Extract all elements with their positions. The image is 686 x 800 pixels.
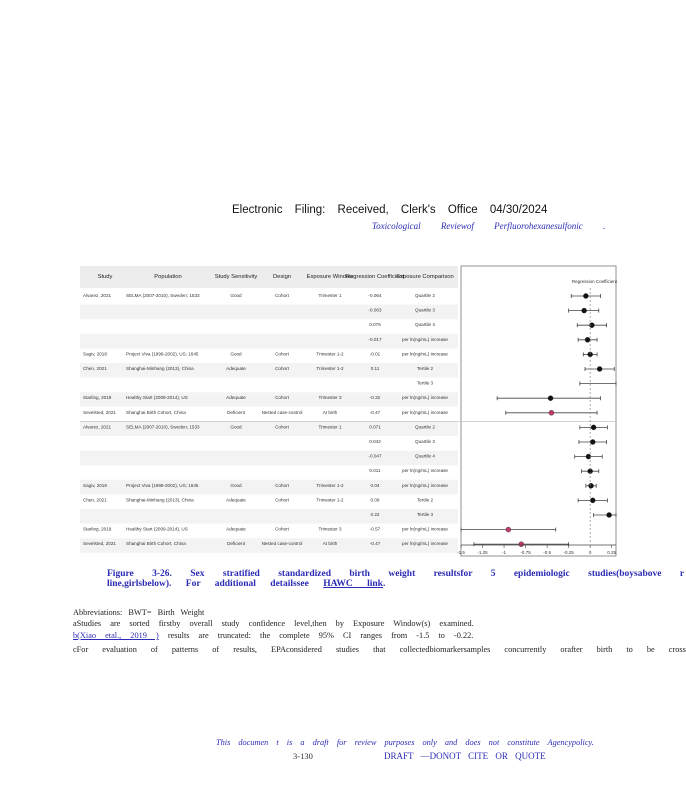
table-cell: per ln(ng/mL) increase — [402, 336, 448, 342]
table-cell: Quartile 4 — [415, 453, 435, 459]
running-title: Toxicological Reviewof Perfluorohexanesulfonic . — [372, 221, 606, 231]
draft-label: DRAFT —DONOT CITE OR QUOTE — [384, 751, 546, 761]
table-cell: Tertile 2 — [416, 366, 434, 371]
table-cell: Tertile 3 — [416, 380, 434, 386]
column-header: Design — [272, 274, 292, 280]
table-cell: per ln(ng/mL) increase — [402, 409, 448, 415]
table-cell: Deficient — [227, 541, 245, 547]
table-cell: Adequate — [226, 526, 246, 532]
row-band — [80, 509, 458, 524]
table-cell: Quartile 3 — [415, 307, 435, 313]
abbreviations-note: Abbreviations: BWT= Birth Weight — [73, 608, 205, 617]
column-header: Regression Coefficient — [345, 274, 405, 280]
point-estimate — [597, 367, 602, 372]
table-cell: Cohort — [275, 526, 289, 532]
forest-plot — [80, 266, 616, 556]
column-header: Population — [154, 274, 182, 280]
caption-line-2-text: line,girlsbelow). For additional detailssee — [107, 579, 324, 589]
table-cell: Healthy Start (2009-2014), US — [126, 526, 188, 532]
table-cell: Trimester 1-2 — [316, 482, 344, 488]
table-cell: Trimester 3 — [318, 526, 342, 532]
table-cell: Sevelsted, 2021 — [83, 541, 116, 547]
point-estimate — [607, 513, 612, 518]
table-cell: Shanghai Birth Cohort, China — [126, 541, 186, 547]
table-cell: Chen, 2021 — [83, 366, 107, 371]
filing-stamp: Electronic Filing: Received, Clerk's Office 04/30/2024 — [232, 204, 548, 216]
point-estimate — [585, 337, 590, 342]
table-cell: 0.076 — [369, 322, 381, 328]
table-cell: Shanghai Birth Cohort, China — [126, 409, 186, 415]
x-tick-label: 0.25 — [607, 550, 617, 555]
point-estimate — [590, 440, 595, 445]
point-estimate — [590, 498, 595, 503]
table-cell: Alvarez, 2021 — [83, 424, 112, 430]
table-cell: Tertile 2 — [416, 497, 434, 503]
footer-disclaimer: This documen t is a draft for review purposes only and does not constitute Agencypolicy. — [216, 738, 594, 747]
column-header: Exposure Window — [306, 274, 354, 280]
table-cell: per ln(ng/mL) increase — [402, 351, 448, 357]
table-cell: Quartile 2 — [415, 293, 435, 298]
table-cell: Starling, 2019 — [83, 526, 112, 532]
table-cell: Trimester 1-2 — [316, 351, 344, 357]
table-cell: 0.071 — [369, 424, 381, 430]
table-cell: Starling, 2019 — [83, 395, 112, 401]
figure-caption — [107, 569, 684, 589]
table-cell: Cohort — [275, 395, 289, 401]
hawc-link[interactable]: HAWC link — [323, 579, 383, 589]
table-cell: 0.011 — [369, 468, 381, 474]
table-cell: 0.22 — [370, 512, 380, 517]
table-cell: Quartile 4 — [415, 322, 435, 328]
table-cell: Sagiv, 2018 — [83, 482, 107, 488]
point-estimate — [591, 425, 596, 430]
table-cell: Nested case-control — [261, 541, 303, 547]
x-tick-label: -0.25 — [563, 550, 574, 555]
x-tick-label: -0.5 — [543, 550, 551, 555]
point-estimate — [549, 410, 554, 415]
table-cell: per ln(ng/mL) increase — [402, 468, 448, 474]
x-tick-label: -1.25 — [477, 550, 488, 555]
forest-plot-figure — [80, 266, 616, 556]
table-cell: Sagiv, 2018 — [83, 351, 107, 357]
table-cell: -0.32 — [369, 395, 381, 401]
table-cell: Healthy Start (2009-2014), US — [126, 395, 188, 401]
caption-line-2 — [107, 579, 684, 589]
table-cell: Cohort — [275, 293, 289, 298]
table-cell: -0.017 — [368, 336, 382, 342]
table-cell: Sevelsted, 2021 — [83, 409, 116, 415]
table-cell: Trimester 3 — [318, 395, 342, 401]
caption-line-1: Figure 3-26. Sex stratified standardized birth weight resultsfor 5 epidemiologic studies(boysabove r — [107, 569, 685, 579]
x-tick-label: -0.75 — [520, 550, 531, 555]
table-cell: Quartile 3 — [415, 439, 435, 444]
x-tick-label: -1.5 — [457, 550, 465, 555]
table-cell: Adequate — [226, 497, 246, 503]
table-cell: -0.047 — [368, 453, 382, 459]
column-header: Study — [97, 274, 113, 280]
footnote-b — [73, 631, 473, 640]
axis-title: Regression Coefficient — [571, 279, 618, 284]
table-cell: Project Viva (1999-2002), US; 1645 — [126, 351, 199, 357]
caption-line-2-end: . — [382, 579, 386, 589]
footnote-b-text: results are truncated: the complete 95% CI ranges from -1.5 to -0.22. — [158, 631, 474, 640]
table-cell: Cohort — [275, 482, 289, 488]
table-cell: -0.064 — [368, 293, 382, 298]
column-header: Study Sensitivity — [214, 274, 258, 280]
table-cell: -0.01 — [369, 351, 381, 357]
table-cell: per ln(ng/mL) increase — [402, 541, 448, 547]
table-cell: -0.47 — [369, 541, 381, 547]
xiao-citation-link[interactable]: b(Xiao etal., 2019 ) — [73, 631, 159, 640]
table-cell: per ln(ng/mL) increase — [402, 482, 448, 488]
table-cell: Adequate — [226, 366, 246, 371]
table-cell: At birth — [322, 541, 338, 547]
table-cell: Tertile 3 — [416, 512, 434, 517]
table-cell: SELMA (2007-2010), Sweden; 1533 — [126, 424, 200, 430]
table-cell: per ln(ng/mL) increase — [402, 526, 448, 532]
point-estimate — [582, 308, 587, 313]
table-cell: Good — [230, 424, 242, 430]
table-cell: Adequate — [226, 395, 246, 401]
table-cell: per ln(ng/mL) increase — [402, 395, 448, 401]
table-cell: Cohort — [275, 497, 289, 503]
x-tick-label: 0 — [588, 550, 592, 555]
table-cell: Good — [230, 482, 242, 488]
table-cell: Quartile 2 — [415, 424, 435, 430]
table-cell: Cohort — [275, 424, 289, 430]
table-cell: Alvarez, 2021 — [83, 293, 112, 298]
page-number: 3-130 — [293, 751, 313, 761]
footnote-a: aStudies are sorted firstby overall study confidence level,then by Exposure Window(s) examined. — [73, 619, 474, 628]
column-header: Exposure Comparison — [396, 274, 454, 280]
table-cell: 0.04 — [370, 482, 380, 488]
table-cell: Trimester 1-2 — [316, 366, 344, 371]
row-band — [80, 451, 458, 466]
table-cell: -0.47 — [369, 409, 381, 415]
footnote-c: cFor evaluation of patterns of results, EPAconsidered studies that collectedbiomarkersamples concurrently orafter birth to be cross — [73, 645, 686, 654]
table-cell: Trimester 1 — [318, 424, 342, 430]
row-band — [80, 305, 458, 320]
table-cell: -0.57 — [369, 526, 381, 532]
table-cell: Shanghai-Minhang (2013), China — [126, 366, 194, 371]
point-estimate — [589, 483, 594, 488]
table-cell: Good — [230, 351, 242, 357]
table-cell: At birth — [322, 409, 338, 415]
table-cell: 0.042 — [369, 439, 381, 444]
table-cell: Shanghai-Minhang (2013), China — [126, 497, 194, 503]
table-cell: 0.09 — [370, 497, 380, 503]
table-cell: Trimester 1 — [318, 293, 342, 298]
table-cell: Nested case-control — [261, 409, 303, 415]
table-cell: Project Viva (1999-2002), US; 1645 — [126, 482, 199, 488]
point-estimate — [519, 542, 524, 547]
table-cell: SELMA (2007-2010), Sweden; 1533 — [126, 293, 200, 298]
x-tick-label: -1 — [502, 550, 507, 555]
table-cell: 0.11 — [370, 366, 380, 371]
table-cell: -0.063 — [368, 307, 382, 313]
table-cell: Trimester 1-2 — [316, 497, 344, 503]
table-cell: Good — [230, 293, 242, 298]
point-estimate — [548, 396, 553, 401]
point-estimate — [506, 527, 511, 532]
table-cell: Cohort — [275, 351, 289, 357]
point-estimate — [583, 294, 588, 299]
table-cell: Deficient — [227, 409, 245, 415]
table-cell: Cohort — [275, 366, 289, 371]
table-cell: Chen, 2021 — [83, 497, 107, 503]
